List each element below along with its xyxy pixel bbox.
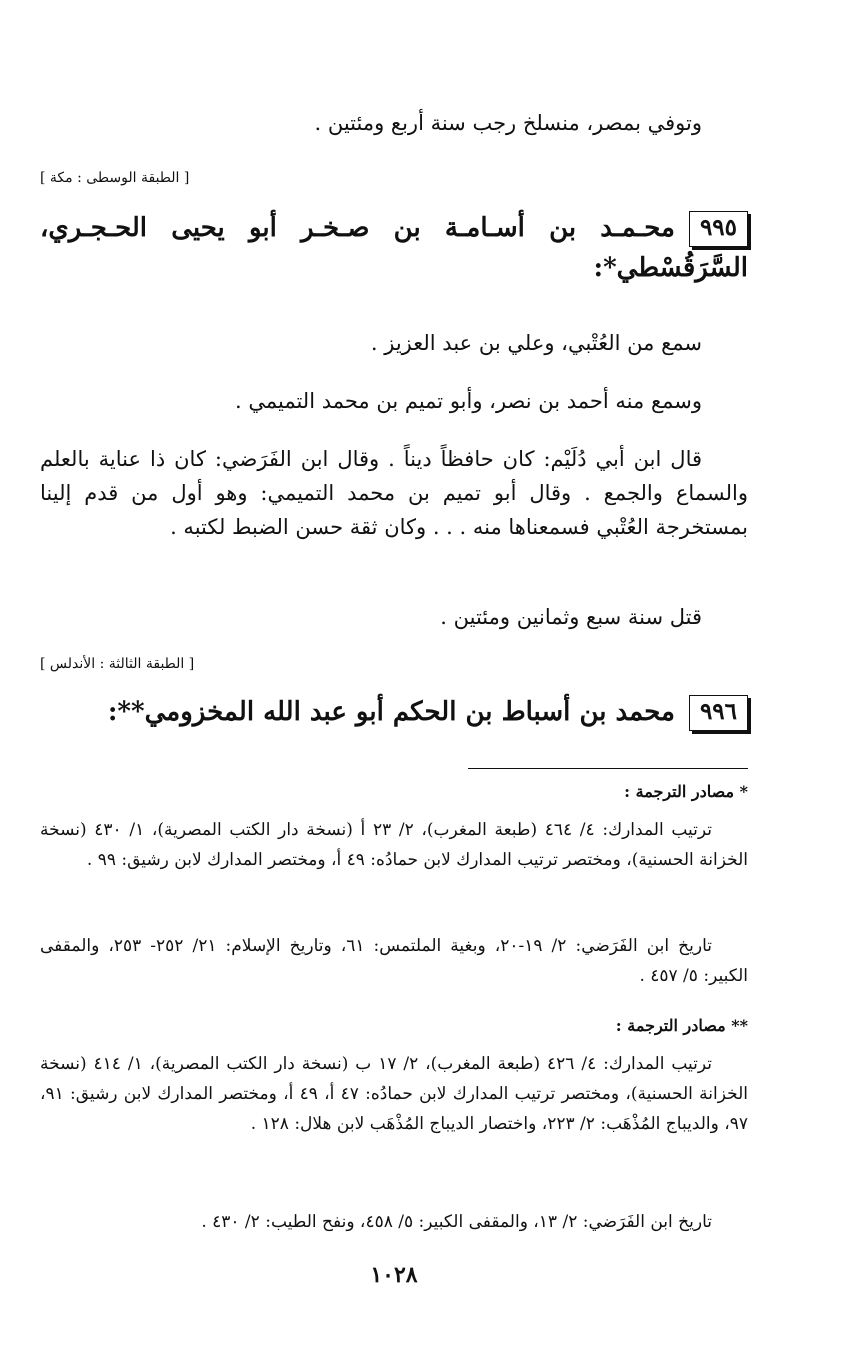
- entry-heading-995: [40, 208, 748, 289]
- footnote-2-paragraph-2: تاريخ ابن الفَرَضي: ٢/ ١٣، والمقفى الكبير: ٥/ ٤٥٨، ونفح الطيب: ٢/ ٤٣٠ .: [201, 1212, 712, 1232]
- footnote-1-paragraph-2: تاريخ ابن الفَرَضي: ٢/ ١٩-٢٠، وبغية الملتمس: ٦١، وتاريخ الإسلام: ٢١/ ٢٥٢- ٢٥٣، والمقفى الكبير: ٥/ ٤٥٧ .: [40, 936, 748, 986]
- document-page: [40, 0, 748, 1371]
- entry-995-paragraph-1: سمع من العُتْبي، وعلي بن عبد العزيز .: [370, 331, 702, 355]
- footnote-1-title: * مصادر الترجمة :: [624, 782, 748, 801]
- footnote-2-title: ** مصادر الترجمة :: [615, 1016, 748, 1035]
- entry-title-995: محـمـد بن أسـامـة بن صـخـر أبو يحيى الحـجـري، السَّرَقُسْطي*:: [40, 213, 748, 284]
- entry-number-996: ٩٩٦: [689, 695, 748, 731]
- footnote-1-paragraph-1: ترتيب المدارك: ٤/ ٤٦٤ (طبعة المغرب)، ٢/ ٢٣ أ (نسخة دار الكتب المصرية)، ١/ ٤٣٠ (نسخة الخزانة الحسنية)، ومختصر ترتيب المدارك لابن حمادُه: ٤٩ أ، ومختصر المدارك لابن رشيق: ٩٩ .: [40, 820, 748, 870]
- page-number: ١٠٢٨: [370, 1262, 418, 1288]
- class-note-996: [ الطبقة الثالثة : الأندلس ]: [40, 656, 195, 672]
- top-text: وتوفي بمصر، منسلخ رجب سنة أربع ومئتين .: [314, 111, 702, 135]
- class-note-995: [ الطبقة الوسطى : مكة ]: [40, 170, 190, 186]
- entry-995-paragraph-2: وسمع منه أحمد بن نصر، وأبو تميم بن محمد التميمي .: [234, 389, 702, 413]
- entry-title-996: محمد بن أسباط بن الحكم أبو عبد الله المخزومي**:: [107, 697, 675, 727]
- entry-number-995: ٩٩٥: [689, 211, 748, 247]
- entry-995-paragraph-3: قال ابن أبي دُلَيْم: كان حافظاً ديناً . وقال ابن الفَرَضي: كان ذا عناية بالعلم والسماع والجمع . وقال أبو تميم بن محمد التميمي: وهو أول من قدم إلينا بمستخرجة العُتْبي فسمعناها منه . . . وكان ثقة حسن الضبط لكتبه .: [40, 447, 748, 540]
- entry-heading-996: [40, 692, 748, 732]
- footnote-2-paragraph-1: ترتيب المدارك: ٤/ ٤٢٦ (طبعة المغرب)، ٢/ ١٧ ب (نسخة دار الكتب المصرية)، ١/ ٤١٤ (نسخة الخزانة الحسنية)، ومختصر ترتيب المدارك لابن حمادُه: ٤٧ أ، ٤٩ أ، ومختصر المدارك لابن رشيق: ٩١، ٩٧، والديباج المُذْهَب: ٢/ ٢٢٣، واختصار الديباج المُذْهَب لابن هلال: ١٢٨ .: [40, 1054, 748, 1134]
- footnote-separator: [468, 768, 748, 769]
- entry-995-paragraph-4: قتل سنة سبع وثمانين ومئتين .: [440, 605, 702, 629]
